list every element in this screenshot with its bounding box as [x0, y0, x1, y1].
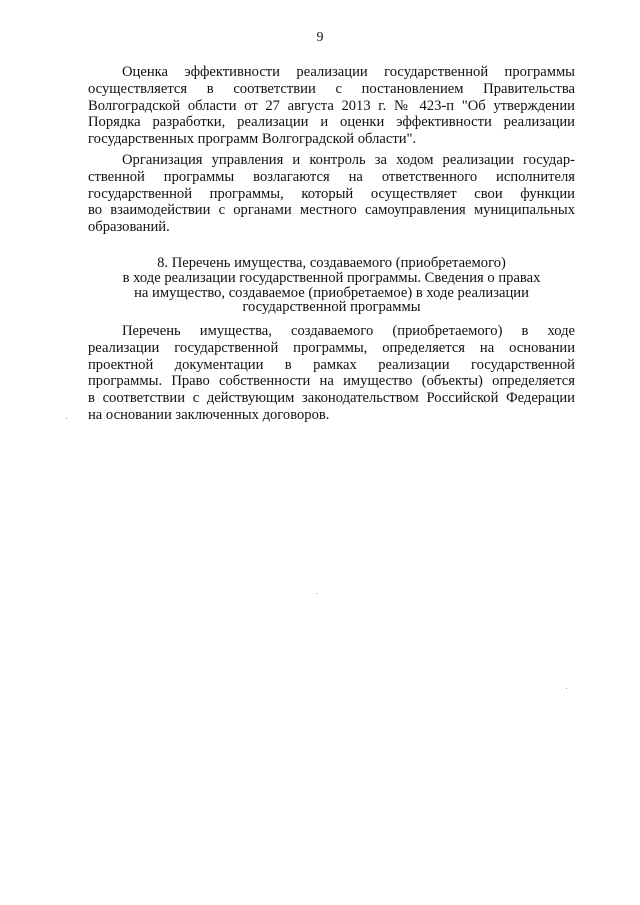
text-line: проектной документации в рамках реализации государственной: [88, 356, 575, 373]
text-line: реализации государственной программы, определяется на основании: [88, 339, 575, 356]
scan-speck: [566, 688, 567, 689]
text-line: Перечень имущества, создаваемого (приобретаемого) в ходе: [122, 323, 575, 339]
scan-speck: [66, 418, 67, 419]
text-line: в соответствии с действующим законодательством Российской Федерации: [88, 390, 575, 407]
text-line: образований.: [88, 219, 170, 236]
heading-line: в ходе реализации государственной программы. Сведения о правах: [122, 270, 541, 286]
text-line: Порядка разработки, реализации и оценки эффективности реализации: [88, 114, 575, 131]
paragraph-program-efficiency: [88, 64, 575, 148]
text-line: во взаимодействии с органами местного самоуправления муниципальных: [88, 202, 575, 219]
text-line: Оценка эффективности реализации государственной программы: [122, 64, 575, 80]
paragraph-program-management: [88, 152, 575, 236]
text-line: Организация управления и контроль за ходом реализации государ-: [122, 152, 575, 168]
paragraph-property-list: [88, 323, 575, 424]
text-line: ственной программы возлагаются на ответственного исполнителя: [88, 168, 575, 185]
text-line: осуществляется в соответствии с постановлением Правительства: [88, 80, 575, 97]
heading-line: государственной программы: [242, 300, 421, 316]
scan-speck: [316, 593, 317, 594]
text-line: программы. Право собственности на имущество (объекты) определяется: [88, 373, 575, 390]
page-number: 9: [316, 30, 324, 45]
heading-line: на имущество, создаваемое (приобретаемое) в ходе реализации: [134, 285, 529, 301]
section-heading: [88, 256, 575, 315]
text-line: на основании заключенных договоров.: [88, 406, 330, 423]
heading-line: 8. Перечень имущества, создаваемого (приобретаемого): [157, 256, 506, 271]
text-line: Волгоградской области от 27 августа 2013 г. № 423-п "Об утверждении: [88, 97, 575, 114]
text-line: государственной программы, который осуществляет свои функции: [88, 185, 575, 202]
text-line: государственных программ Волгоградской области".: [88, 131, 417, 148]
